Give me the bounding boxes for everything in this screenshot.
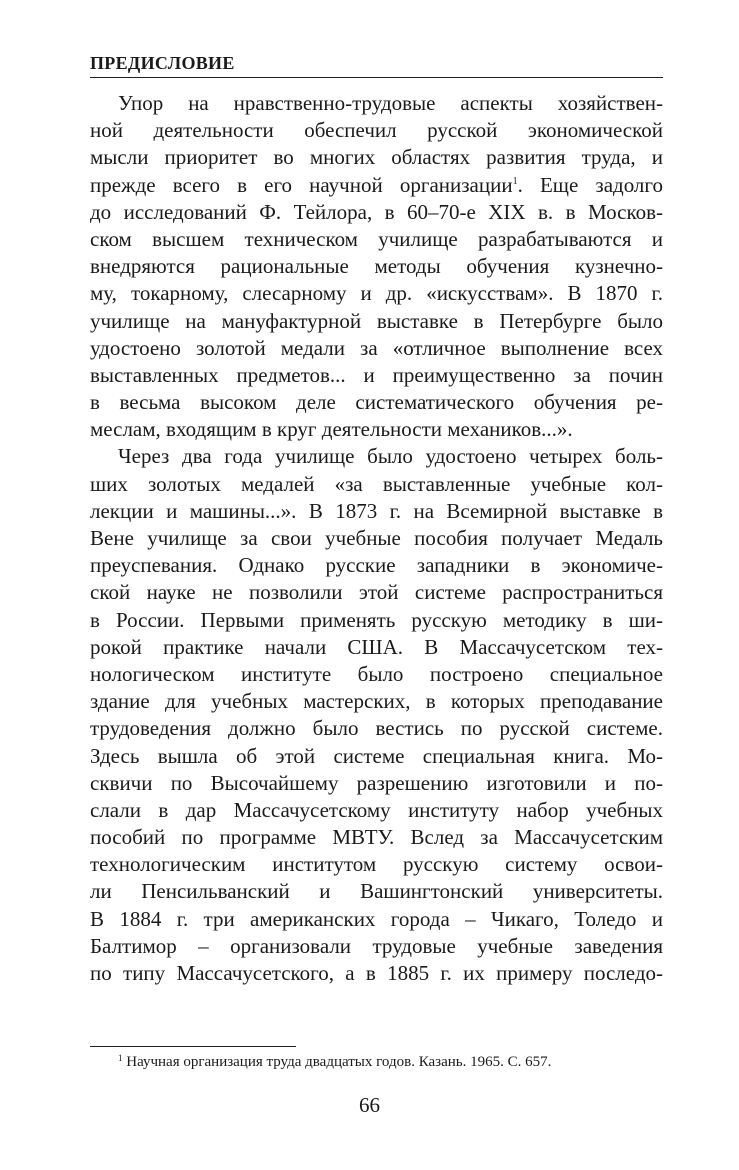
footnote bbox=[118, 1054, 551, 1071]
text-line: Здесь вышла об этой системе специальная книга. Мо- bbox=[90, 743, 663, 768]
text-line: ском высшем техническом училище разрабатываются и bbox=[90, 226, 663, 251]
text-line-with-footnote bbox=[90, 172, 663, 199]
text-line: му, токарному, слесарному и др. «искусствам». В 1870 г. bbox=[90, 281, 663, 306]
running-head: ПРЕДИСЛОВИЕ bbox=[90, 53, 235, 73]
text-line: лекции и машины...». В 1873 г. на Всемирной выставке в bbox=[90, 498, 663, 523]
text-line: преуспевания. Однако русские западники в экономиче- bbox=[90, 553, 663, 578]
text-line: по типу Массачусетского, а в 1885 г. их примеру последо- bbox=[90, 961, 663, 985]
text-line: Балтимор – организовали трудовые учебные заведения bbox=[90, 933, 663, 958]
text-line: слали в дар Массачусетскому институту набор учебных bbox=[90, 797, 663, 822]
text-fragment: прежде всего в его научной организации bbox=[90, 172, 513, 197]
page-number: 66 bbox=[359, 1093, 380, 1117]
text-line: технологическим институтом русскую систему освои- bbox=[90, 852, 663, 877]
text-line: трудоведения должно было вестись по русской системе. bbox=[90, 716, 663, 741]
text-line: до исследований Ф. Тейлора, в 60–70-е XIX в. в Москов- bbox=[90, 199, 663, 224]
text-line: в весьма высоком деле систематического обучения ре- bbox=[90, 390, 663, 415]
text-line: внедряются рациональные методы обучения кузнечно- bbox=[90, 254, 663, 279]
text-line: ной деятельности обеспечил русской экономической bbox=[90, 118, 663, 143]
text-line: Вене училище за свои учебные пособия получает Медаль bbox=[90, 526, 663, 550]
header-rule bbox=[90, 77, 663, 78]
text-line: ших золотых медалей «за выставленные учебные кол- bbox=[90, 471, 663, 496]
text-line: удостоено золотой медали за «отличное выполнение всех bbox=[90, 335, 663, 360]
text-line: здание для учебных мастерских, в которых преподавание bbox=[90, 689, 663, 714]
text-line: В 1884 г. три американских города – Чикаго, Толедо и bbox=[90, 906, 663, 931]
text-line: ли Пенсильванский и Вашингтонский университеты. bbox=[90, 879, 663, 904]
text-line: пособий по программе МВТУ. Вслед за Массачусетским bbox=[90, 825, 663, 850]
text-line: ской науке не позволили этой системе распространиться bbox=[90, 580, 663, 605]
text-line: мысли приоритет во многих областях развития труда, и bbox=[90, 145, 663, 170]
text-line: училище на мануфактурной выставке в Петербурге было bbox=[90, 308, 663, 333]
footnote-text: Научная организация труда двадцатых годов. Казань. 1965. С. 657. bbox=[122, 1054, 552, 1070]
text-line: выставленных предметов... и преимущественно за почин bbox=[90, 362, 663, 387]
text-line: Упор на нравственно-трудовые аспекты хозяйствен- bbox=[118, 91, 663, 115]
text-line: нологическом институте было построено специальное bbox=[90, 661, 663, 686]
text-line: рокой практике начали США. В Массачусетском тех- bbox=[90, 634, 663, 659]
text-line: сквичи по Высочайшему разрешению изготовили и по- bbox=[90, 770, 663, 795]
text-fragment: . Еще задолго bbox=[517, 172, 663, 197]
text-line: Через два года училище было удостоено четырех боль- bbox=[118, 444, 663, 469]
footnote-marker: 1 bbox=[118, 1053, 123, 1063]
text-line: меслам, входящим в круг деятельности механиков...». bbox=[90, 417, 573, 442]
body-text bbox=[90, 90, 663, 987]
footnote-rule bbox=[90, 1046, 296, 1047]
footnote-reference[interactable]: 1 bbox=[512, 175, 518, 187]
text-line: в России. Первыми применять русскую методику в ши- bbox=[90, 607, 663, 632]
